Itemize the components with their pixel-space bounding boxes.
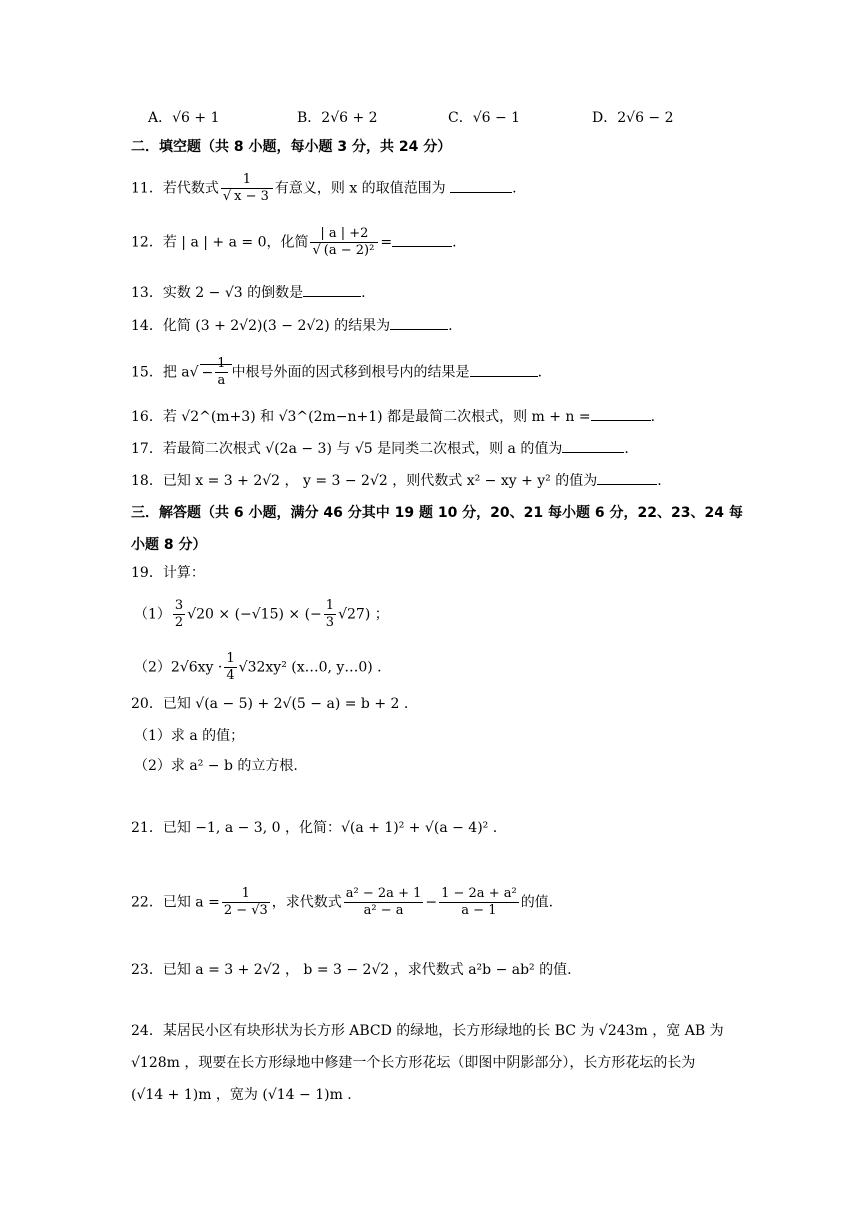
fraction-denominator: a² − a — [363, 903, 404, 918]
punctuation: . — [361, 285, 366, 301]
fraction — [222, 886, 270, 919]
question-16 — [131, 406, 655, 427]
punctuation: . — [512, 180, 517, 197]
question-number: 16． — [131, 409, 163, 425]
question-text: 已知 a = 3 + 2√2 ， b = 3 − 2√2 ，求代数式 a²b − ab² 的值. — [162, 962, 572, 978]
question-text: 若最简二次根式 √(2a − 3) 与 √5 是同类二次根式，则 a 的值为 — [162, 441, 563, 457]
fraction — [173, 598, 185, 631]
fraction — [439, 886, 519, 919]
choice-d — [592, 108, 674, 128]
question-number: 22． — [131, 894, 163, 911]
choice-expr: √6 + 1 — [172, 110, 220, 126]
choice-letter: C． — [448, 110, 473, 126]
fraction-numerator: 1 − 2a + a² — [441, 886, 517, 901]
question-text: 有意义，则 x 的取值范围为 — [274, 180, 446, 197]
punctuation: . — [650, 409, 656, 425]
question-24-line-1: 24．某居民小区有块形状为长方形 ABCD 的绿地，长方形绿地的长 BC 为 √243m ，宽 AB 为 — [131, 1023, 724, 1039]
choice-letter: D． — [592, 110, 618, 126]
radicand: (a − 2)² — [323, 243, 375, 258]
fraction-numerator: | a | +2 — [310, 226, 378, 243]
question-text: ，求代数式 — [271, 894, 342, 911]
question-number: 21． — [131, 820, 163, 836]
punctuation: . — [624, 441, 629, 457]
question-13 — [131, 282, 366, 303]
answer-blank[interactable] — [303, 282, 361, 297]
answer-blank[interactable] — [390, 315, 448, 330]
fraction — [310, 226, 378, 259]
punctuation: . — [537, 364, 543, 381]
choice-a — [148, 108, 220, 128]
radicand: x − 3 — [234, 189, 269, 204]
fraction-numerator: 1 — [222, 886, 270, 903]
answer-blank[interactable] — [450, 178, 512, 193]
punctuation: . — [448, 318, 453, 334]
choice-expr: √6 − 1 — [472, 110, 521, 126]
fraction-numerator: 1 — [325, 598, 335, 613]
fraction — [324, 598, 336, 631]
question-text: 若 | a | + a = 0，化简 — [162, 234, 309, 251]
section3-heading-cont: 小题 8 分） — [131, 537, 207, 553]
question-text: 已知 √(a − 5) + 2√(5 − a) = b + 2 . — [162, 696, 409, 712]
fraction-denominator: a − 1 — [461, 903, 497, 918]
fraction-denominator: 3 — [325, 615, 335, 630]
fraction — [215, 356, 227, 389]
section3-heading: 三．解答题（共 6 小题，满分 46 分其中 19 题 10 分，20、21 每小题 6 分，22、23、24 每 — [131, 505, 743, 521]
question-number: 12． — [131, 234, 163, 251]
question-19-part-1 — [134, 598, 389, 631]
question-20 — [131, 694, 408, 714]
question-12 — [131, 226, 457, 259]
question-number: 11． — [131, 180, 163, 197]
fraction-numerator: 1 — [221, 172, 273, 189]
question-17 — [131, 438, 629, 459]
question-number: 14． — [131, 318, 163, 334]
choice-c — [448, 108, 520, 128]
question-number: 18． — [131, 473, 163, 489]
question-number: 15． — [131, 364, 163, 381]
equals-sign: = — [380, 234, 393, 251]
choice-letter: A． — [148, 110, 173, 126]
choice-letter: B． — [297, 110, 322, 126]
answer-blank[interactable] — [562, 438, 624, 453]
fraction — [224, 651, 236, 684]
question-number: 19． — [131, 565, 163, 581]
question-number: 17． — [131, 441, 163, 457]
punctuation: . — [452, 234, 457, 251]
expression: √32xy² (x…0, y…0) . — [238, 659, 382, 676]
answer-blank[interactable] — [591, 406, 651, 421]
question-19 — [131, 563, 205, 583]
radicand: − $\frac{1}{a}$ — [200, 364, 232, 381]
question-text: 若 √2^(m+3) 和 √3^(2m−n+1) 都是最简二次根式，则 m + n = — [162, 409, 591, 425]
question-15 — [131, 356, 542, 389]
question-20-part-2: （2）求 a² − b 的立方根. — [134, 758, 298, 774]
question-18 — [131, 470, 662, 491]
question-24-line-3: (√14 + 1)m ，宽为 (√14 − 1)m . — [131, 1087, 352, 1103]
fraction — [221, 172, 273, 205]
expression: √27) ； — [338, 606, 389, 623]
question-text: 中根号外面的因式移到根号内的结果是 — [231, 364, 470, 381]
question-text: 把 a — [162, 364, 190, 381]
punctuation: . — [657, 473, 662, 489]
radical-sign: √ — [189, 364, 199, 381]
answer-blank[interactable] — [597, 470, 657, 485]
fraction-denominator: 2 — [174, 615, 184, 630]
question-number: 23． — [131, 962, 163, 978]
answer-blank[interactable] — [392, 232, 452, 247]
fraction-denominator: 4 — [226, 668, 235, 683]
question-text: 已知 a = — [162, 894, 220, 911]
fraction-numerator: 3 — [174, 598, 184, 613]
fraction-denominator: √ (a − 2)² — [312, 243, 375, 258]
question-text: 的值. — [520, 894, 554, 911]
part-label: （2） — [134, 659, 171, 676]
question-22 — [131, 886, 553, 919]
question-20-part-1: （1）求 a 的值； — [134, 728, 245, 744]
question-text: 已知 −1, a − 3, 0 ，化简：√(a + 1)² + √(a − 4)² . — [162, 820, 498, 836]
question-text: 实数 2 − √3 的倒数是 — [162, 285, 304, 301]
question-number: 13． — [131, 285, 163, 301]
minus-sign: − — [425, 894, 438, 911]
fraction-numerator: a² − 2a + 1 — [345, 886, 422, 901]
part-label: （1） — [134, 606, 171, 623]
question-14 — [131, 315, 453, 336]
fraction-denominator: 2 − √3 — [223, 903, 268, 918]
question-text: 化简 (3 + 2√2)(3 − 2√2) 的结果为 — [162, 318, 391, 334]
section2-heading: 二．填空题（共 8 小题，每小题 3 分，共 24 分） — [131, 139, 452, 155]
question-number: 20． — [131, 696, 163, 712]
question-text: 已知 x = 3 + 2√2 ， y = 3 − 2√2 ，则代数式 x² − xy + y² 的值为 — [162, 473, 598, 489]
question-text: 计算： — [162, 565, 205, 581]
choice-expr: 2√6 + 2 — [321, 110, 378, 126]
fraction-numerator: 1 — [217, 356, 226, 371]
expression: 2√6xy · — [170, 659, 223, 676]
question-11 — [131, 172, 517, 205]
choice-b — [297, 108, 378, 128]
question-text: 若代数式 — [162, 180, 219, 197]
fraction-denominator: a — [217, 373, 226, 388]
fraction-denominator: √ x − 3 — [222, 189, 269, 204]
question-23 — [131, 960, 572, 980]
expression: √20 × (−√15) × (− — [187, 606, 322, 623]
answer-blank[interactable] — [470, 362, 538, 377]
question-21 — [131, 818, 497, 838]
question-24-line-2: √128m ，现要在长方形绿地中修建一个长方形花坛（即图中阴影部分），长方形花坛的长为 — [131, 1055, 696, 1071]
question-19-part-2 — [134, 651, 382, 684]
choice-expr: 2√6 − 2 — [617, 110, 674, 126]
fraction — [344, 886, 424, 919]
fraction-numerator: 1 — [226, 651, 235, 666]
